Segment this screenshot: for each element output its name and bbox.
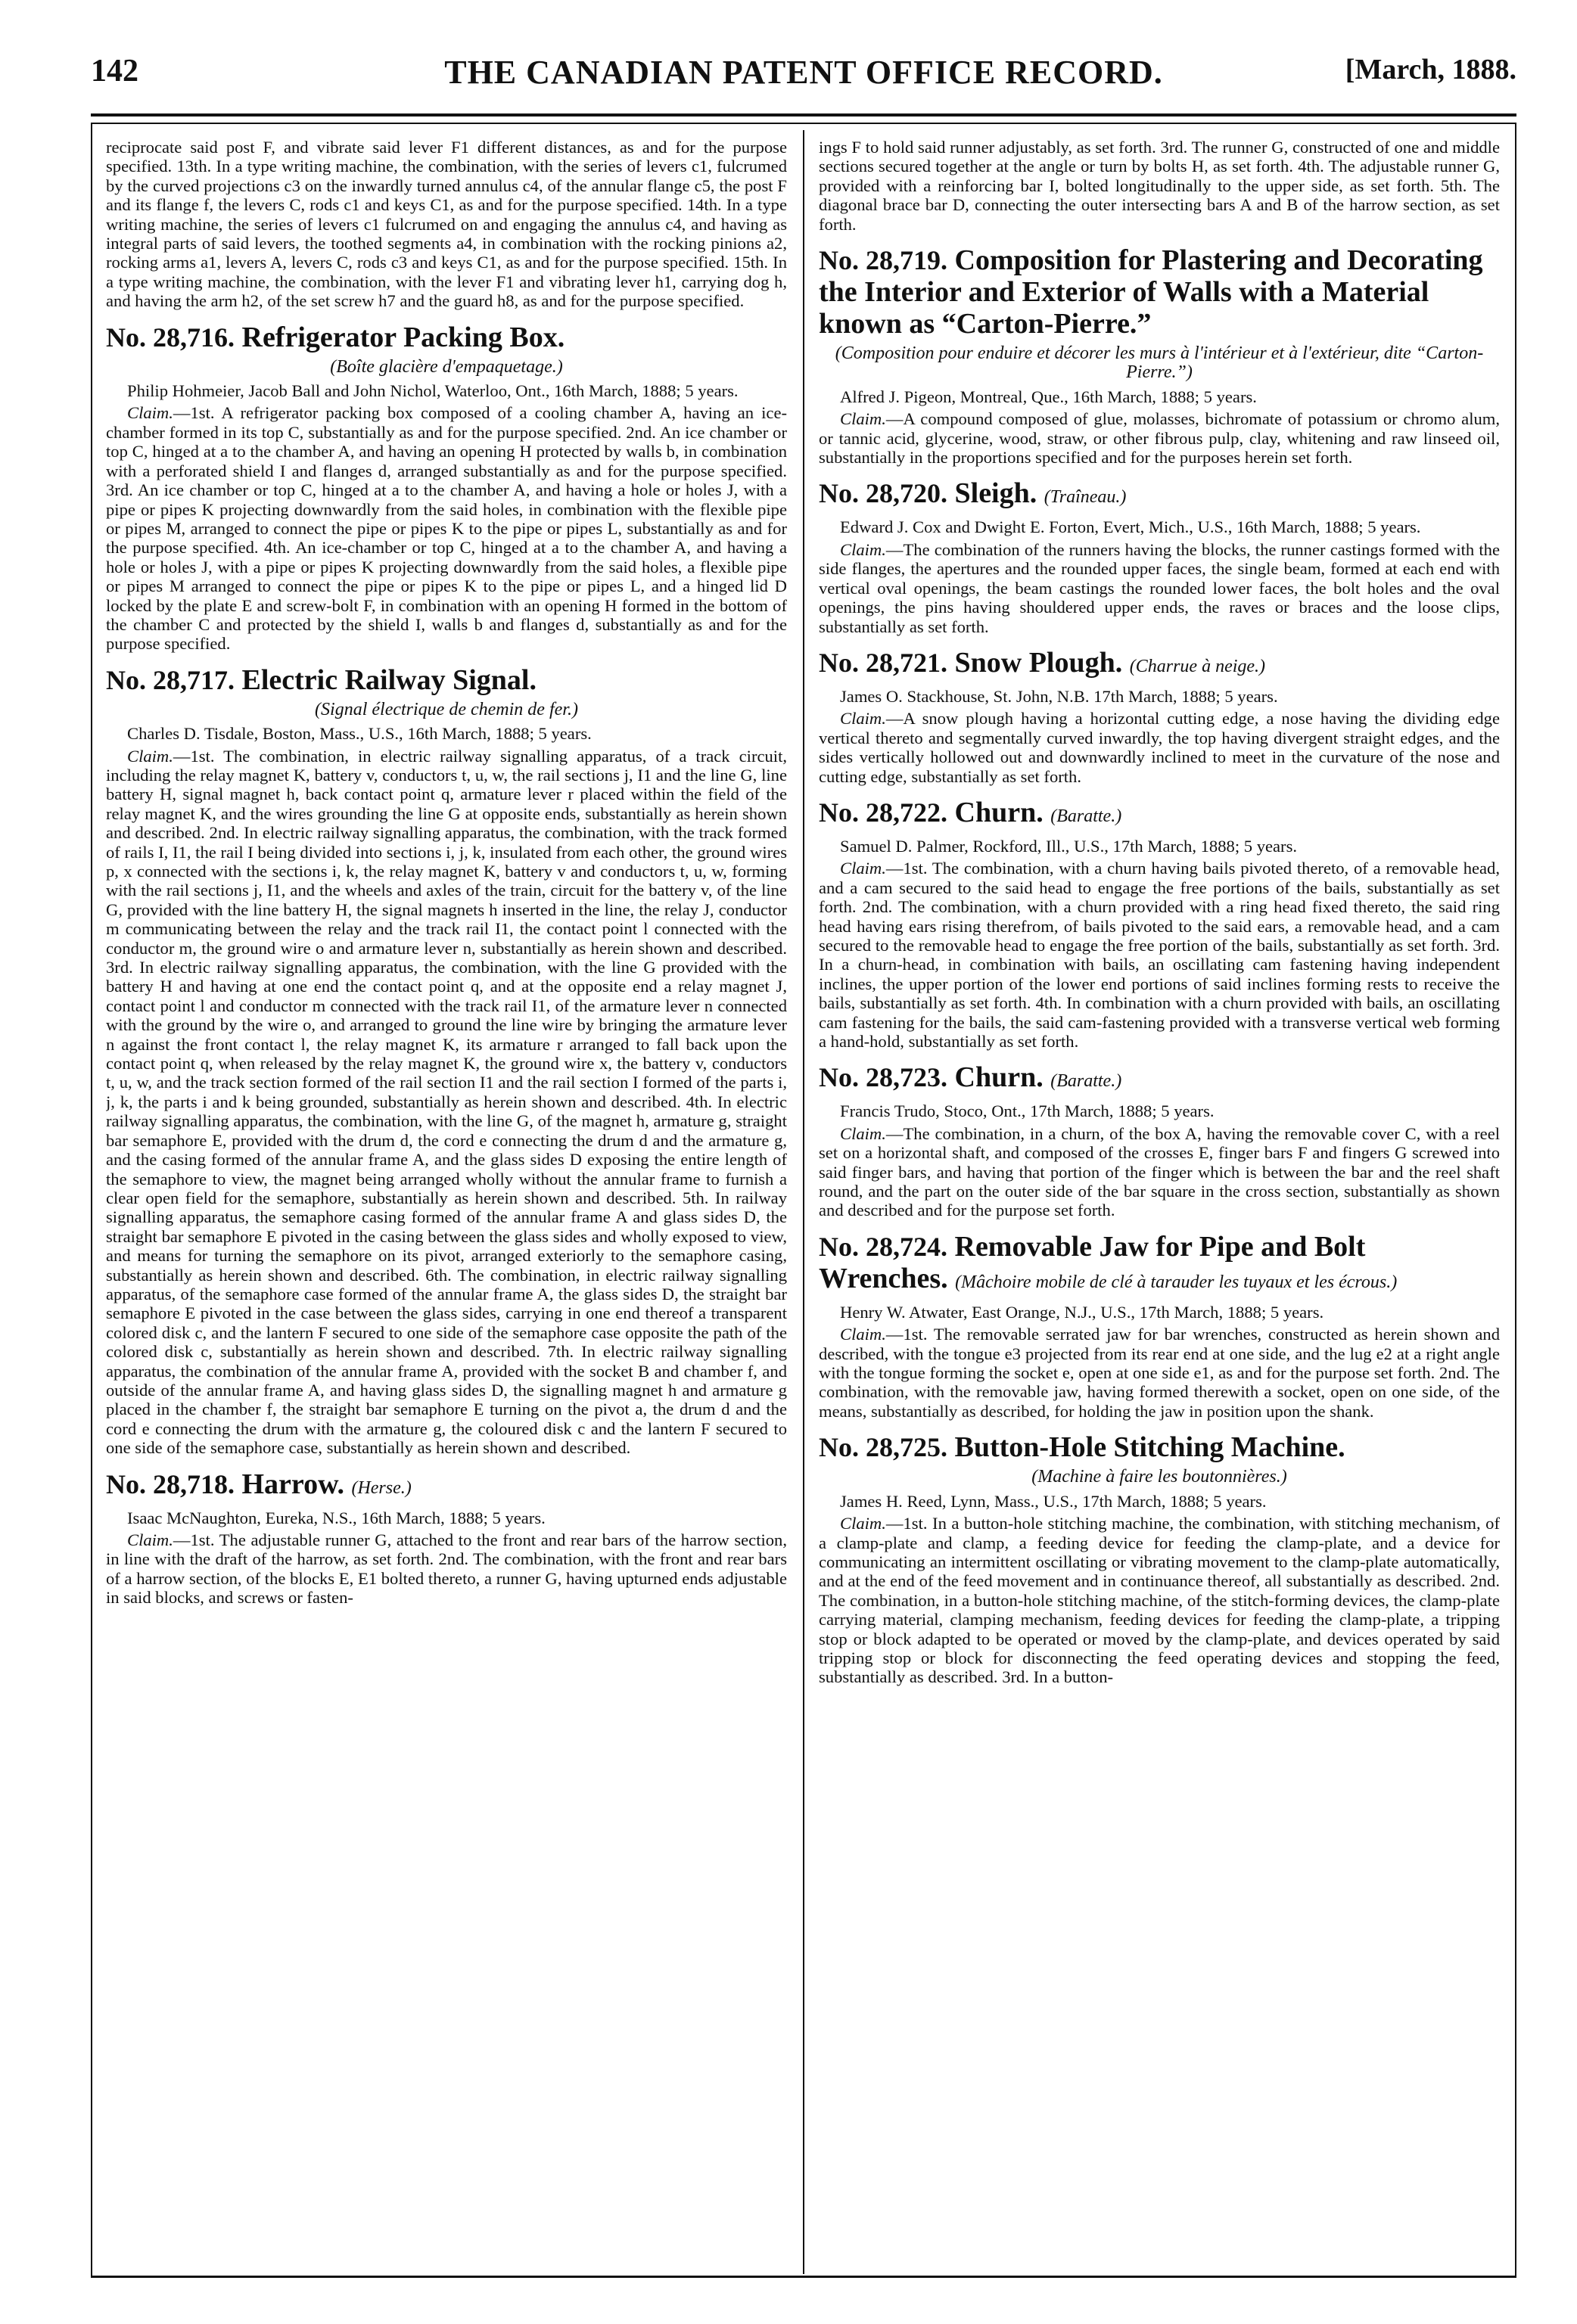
french-title: (Traîneau.) bbox=[1044, 487, 1127, 508]
patent-heading bbox=[819, 1431, 1500, 1463]
claim-label: Claim. bbox=[840, 709, 886, 729]
french-title: (Boîte glacière d'empaquetage.) bbox=[330, 356, 563, 377]
patent-title: Snow Plough. bbox=[954, 646, 1123, 679]
claim-label: Claim. bbox=[127, 746, 173, 766]
patent-heading bbox=[819, 477, 1500, 513]
inventor-line: Samuel D. Palmer, Rockford, Ill., U.S., 17th March, 1888; 5 years. bbox=[840, 836, 1298, 856]
continued-claim-text: ings F to hold said runner adjustably, as set forth. 3rd. The runner G, constructed of one and middle sections secured together at the angle or turn by bolts H, as set forth. 4th. The adjustable runner G, provided with a reinforcing bar I, bolted longitudinally to the upper side, as set forth. 5th. The diagonal brace bar D, connecting the outer intersecting bars A and B of the harrow section, as set forth. bbox=[819, 138, 1500, 234]
patent-entry-28720 bbox=[819, 477, 1500, 635]
issue-date: [March, 1888. bbox=[1345, 54, 1516, 85]
claim-text: —1st. The adjustable runner G, attached to the front and rear bars of the harrow section, in line with the draft of the harrow, as set forth. 2nd. The combination, with the front and rear bars of a harrow section, of the blocks E, E1 bolted thereto, a runner G, having upturned ends adjustable in said blocks, and screws or fasten- bbox=[106, 1530, 787, 1608]
patent-number: No. 28,722. bbox=[819, 797, 947, 828]
claim-paragraph bbox=[819, 1514, 1500, 1687]
patent-heading bbox=[106, 1468, 787, 1504]
french-title: (Herse.) bbox=[351, 1477, 412, 1498]
patent-number: No. 28,721. bbox=[819, 647, 947, 678]
patent-title: Harrow. bbox=[241, 1468, 344, 1500]
patent-entry-28721 bbox=[819, 647, 1500, 786]
patent-heading bbox=[819, 797, 1500, 832]
patent-heading bbox=[106, 664, 787, 696]
patent-title: Sleigh. bbox=[954, 477, 1037, 510]
claim-paragraph bbox=[106, 1530, 787, 1608]
claim-text: —1st. In a button-hole stitching machine, the combination, with stitching mechanism, of a clamp-plate and clamp, a feeding device for feeding the clamp-plate, and a device for communicating an intermittent oscillating or vibrating movement to the clamp-plate automatically, and at the end of the feed movement and in continuance thereof, all substantially as described. 2nd. The combination, in a button-hole stitching machine, of the stitch-forming devices, the clamp-plate carrying material, clamping mechanism, feeding devices for feeding the clamp-plate, a tripping stop or block adapted to be operated or moved by the clamp-plate, and devices operated by said tripping stop or block for disconnecting the feed operating devices and stopping the feed, substantially as described. 3rd. In a button- bbox=[819, 1514, 1500, 1687]
patent-number: No. 28,718. bbox=[106, 1468, 235, 1499]
patent-number: No. 28,719. bbox=[819, 245, 947, 276]
footer-rule bbox=[91, 2276, 1516, 2278]
patent-heading bbox=[106, 322, 787, 353]
claim-label: Claim. bbox=[840, 1123, 886, 1143]
inventor-line: Alfred J. Pigeon, Montreal, Que., 16th March, 1888; 5 years. bbox=[840, 387, 1257, 406]
claim-label: Claim. bbox=[840, 1325, 886, 1344]
patent-title: Removable Jaw for Pipe and Bolt Wrenches. bbox=[819, 1230, 1366, 1294]
claim-text: —A snow plough having a horizontal cutting edge, a nose having the dividing edge vertical thereto and segmentally curved inwardly, the top having divergent straight edges, and the sides vertically hollowed out and downwardly inclined to meet in the curvature of the nose and cutting edge, substantially as set forth. bbox=[819, 709, 1500, 786]
patent-title: Refrigerator Packing Box. bbox=[241, 321, 565, 353]
claim-text: —1st. The combination, with a churn having bails pivoted thereto, of a removable head, and a cam secured to the said head to engage the free portions of the bails, substantially as set forth. 2nd. The combination, with a churn provided with a ring head fixed thereto, the said ring head having ears rising therefrom, of bails pivoted to the said ears, a removable head, and a cam secured to the removable head to engage the free portion of the bails, substantially as set forth. 3rd. In a churn-head, in combination with bails, an oscillating cam fastening having independent inclines, the upper portion of the lower end portions of said inclines forming rests to receive the bails, substantially as set forth. 4th. In combination with a churn provided with bails, an oscillating cam fastening for the bails, the said cam-fastening provided with a transverse vertical web forming a hand-hold, substantially as set forth. bbox=[819, 859, 1500, 1051]
patent-number: No. 28,720. bbox=[819, 478, 947, 509]
claim-paragraph bbox=[819, 1124, 1500, 1220]
claim-paragraph bbox=[819, 1325, 1500, 1421]
patent-heading bbox=[819, 244, 1500, 340]
claim-label: Claim. bbox=[127, 1530, 173, 1549]
french-title: (Baratte.) bbox=[1050, 806, 1122, 826]
header-rule-thin bbox=[91, 123, 1516, 124]
inventor-line: James H. Reed, Lynn, Mass., U.S., 17th March, 1888; 5 years. bbox=[840, 1491, 1267, 1511]
claim-text: —The combination of the runners having the blocks, the runner castings formed with the side flanges, the apertures and the rounded upper faces, the single beam, formed at each end with vertical oval openings, the beam castings the rounded lower faces, the bolt holes and the oval openings, the pins having shouldered upper ends, the raves or braces and the loose clips, substantially as set forth. bbox=[819, 539, 1500, 636]
patent-number: No. 28,724. bbox=[819, 1231, 947, 1262]
claim-label: Claim. bbox=[840, 1514, 886, 1533]
patent-heading bbox=[819, 1231, 1500, 1298]
patent-entry-28717 bbox=[106, 664, 787, 1458]
claim-label: Claim. bbox=[840, 539, 886, 559]
patent-title: Churn. bbox=[954, 796, 1044, 828]
patent-number: No. 28,723. bbox=[819, 1062, 947, 1093]
patent-entry-28724 bbox=[819, 1231, 1500, 1421]
patent-entry-28719 bbox=[819, 244, 1500, 467]
inventor-line: Henry W. Atwater, East Orange, N.J., U.S., 17th March, 1888; 5 years. bbox=[840, 1302, 1324, 1322]
patent-title: Churn. bbox=[954, 1061, 1044, 1094]
french-title: (Composition pour enduire et décorer les murs à l'intérieur et à l'extérieur, dite “Carton-Pierre.”) bbox=[835, 343, 1484, 383]
claim-paragraph bbox=[819, 709, 1500, 786]
patent-number: No. 28,716. bbox=[106, 322, 235, 353]
french-title: (Signal électrique de chemin de fer.) bbox=[315, 699, 578, 719]
inventor-line: Edward J. Cox and Dwight E. Forton, Evert, Mich., U.S., 16th March, 1888; 5 years. bbox=[840, 517, 1421, 537]
inventor-line: Francis Trudo, Stoco, Ont., 17th March, 1888; 5 years. bbox=[840, 1101, 1215, 1121]
journal-title: THE CANADIAN PATENT OFFICE RECORD. bbox=[444, 54, 1163, 91]
patent-entry-28725 bbox=[819, 1431, 1500, 1686]
inventor-line: Isaac McNaughton, Eureka, N.S., 16th March, 1888; 5 years. bbox=[127, 1508, 546, 1527]
continued-claim-text: reciprocate said post F, and vibrate said lever F1 different distances, as and for the purpose specified. 13th. In a type writing machine, the combination, with the series of levers c1, fulcrumed by the curved projections c3 on the inwardly turned annulus c4, of the annular flange c5, the post F and its flange f, the levers C, rods c1 and keys C1, as and for the purpose specified. 14th. In a type writing machine, the series of levers c1 fulcrumed on and engaging the annulus c4, and having as integral parts of said levers, the toothed segments a4, in combination with the rocking pinions a2, rocking arms a1, levers A, levers C, rods c3 and keys C1, as and for the purpose specified. 15th. In a type writing machine, the combination, with the lever F1 and vibrating lever h1, carrying dog h, and having the arm h2, of the set screw h7 and the guard h8, as and for the purpose specified. bbox=[106, 138, 787, 311]
page-header bbox=[91, 53, 1516, 98]
claim-text: —The combination, in a churn, of the box A, having the removable cover C, with a reel set on a horizontal shaft, and composed of the crosses E, finger bars F and fingers G screwed into said finger bars, and having that portion of the finger which is between the bar and the reel shaft round, and the part on the outer side of the bar square in the cross section, substantially as shown and described and for the purpose set forth. bbox=[819, 1123, 1500, 1220]
claim-paragraph bbox=[106, 403, 787, 653]
left-column bbox=[106, 138, 787, 2267]
claim-paragraph bbox=[819, 859, 1500, 1051]
patent-entry-28723 bbox=[819, 1061, 1500, 1219]
claim-label: Claim. bbox=[840, 859, 886, 878]
page-number: 142 bbox=[91, 54, 138, 89]
inventor-line: Charles D. Tisdale, Boston, Mass., U.S., 16th March, 1888; 5 years. bbox=[127, 724, 592, 744]
french-title: (Charrue à neige.) bbox=[1129, 656, 1266, 676]
claim-text: —1st. The combination, in electric railway signalling apparatus, of a track circuit, including the relay magnet K, battery v, conductors t, u, w, the rail sections j, I1 and the line G, line battery H, signal magnet h, back contact point q, armature lever r placed within the field of the relay magnet K, and the wires grounding the line G at opposite ends, substantially as herein shown and described. 2nd. In electric railway signalling apparatus, the combination, with the track formed of rails I, I1, the rail I being divided into sections i, j, k, insulated from each other, the ground wires p, x connected with the sections i, k, the relay magnet K, battery v and conductors t, u, w, forming with the rail sections j, I1, and the wheels and axles of the train, circuit for the battery v, of the line G, provided with the line battery H, the signal magnets h inserted in the line, the relay J, conductor m communicating between the relay and the track rail I1, the contact point l connected with the conductor m, the ground wire o and armature lever n, substantially as herein shown and described. 3rd. In electric railway signalling apparatus, the combination, with the line G provided with the battery H and having at one end the contact point q, and at the opposite end a relay magnet J, contact point l and conductor m connected with the track rail I1, of the armature lever n connected with the ground by the wire o, and arranged to ground the line wire by bringing the armature lever n against the front contact l, the relay magnet K, its armature r arranged to fall back upon the contact point q, when released by the relay magnet K, the ground wire x, the battery v, conductors t, u, w, and the track section formed of the rail section I1 and the rail section I formed of the parts i, j, k, the parts i and k being grounded, substantially as herein shown and described. 4th. In electric railway signalling apparatus, the combination, with the line G, of the magnet h, armature g, straight bar semaphore E, provided with the drum d, the cord e connecting the drum d and the armature g, and the casing formed of the annular frame A, and the glass sides D exposing the entire length of the semaphore to view, the magnet being arranged wholly without the annular frame to furnish a clear open field for the semaphore, substantially as herein shown and described. 5th. In railway signalling apparatus, the semaphore casing formed of the annular frame A and glass sides D, the straight bar semaphore E pivoted in the casing between the glass sides and wholly exposed to view, and means for turning the semaphore on its pivot, arranged exteriorly to the semaphore casing, substantially as herein shown and described. 6th. The combination, in electric railway signalling apparatus, of the semaphore case formed of the annular frame A, the glass sides D, the straight bar semaphore E pivoted in the case between the glass sides, carrying in one end thereof a transparent colored disk c, and the lantern F secured to one side of the semaphore case opposite the path of the colored disk c, substantially as herein shown and described. 7th. In electric railway signalling apparatus, the combination of the annular frame A, provided with the socket B and chamber f, and outside of the annular frame A, and having glass sides D, the signalling magnet h and armature g placed in the chamber f, the straight bar semaphore E turning on the pivot a, the drum d and the cord e connecting the drum with the armature g, the coloured disk c and the lantern F secured to one side of the semaphore case, substantially as herein shown and described. bbox=[106, 746, 787, 1458]
patent-entry-28716 bbox=[106, 322, 787, 654]
column-divider bbox=[803, 130, 804, 2274]
claim-label: Claim. bbox=[840, 409, 886, 429]
claim-paragraph bbox=[819, 409, 1500, 467]
claim-text: —A compound composed of glue, molasses, bichromate of potassium or chromo alum, or tannic acid, glycerine, wood, straw, or other fibrous pulp, clay, whitening and raw linseed oil, substantially in the proportions specified and for the purposes herein set forth. bbox=[819, 409, 1500, 468]
inventor-line: James O. Stackhouse, St. John, N.B. 17th March, 1888; 5 years. bbox=[840, 686, 1278, 706]
claim-paragraph bbox=[106, 747, 787, 1458]
right-column bbox=[819, 138, 1500, 2267]
frame-right-rule bbox=[1515, 123, 1516, 2276]
claim-text: —1st. A refrigerator packing box composed of a cooling chamber A, having an ice-chamber formed in its top C, substantially as and for the purpose specified. 2nd. An ice chamber or top C, hinged at a to the chamber A, and having an opening H protected by walls b, in combination with a perforated shield I and flanges d, arranged substantially as and for the purpose specified. 3rd. An ice chamber or top C, hinged at a to the chamber A, and having a hole or holes J, with a pipe or pipes K projecting downwardly from the said holes, in combination with the flexible pipe or pipes M, arranged to connect the pipe or pipes K to the pipe or pipes L, substantially as and for the purpose specified. 4th. An ice-chamber or top C, hinged at a to the chamber A, and having a hole or holes J, with a pipe or pipes K projecting downwardly from the said holes, a flexible pipe or pipes M arranged to connect the pipe or pipes K to the pipe or pipes L, and a hinged lid D locked by the plate E and screw-bolt F, in combination with an opening H formed in the bottom of the chamber C and protected by the shield I, walls b and flanges d, substantially as and for the purpose specified. bbox=[106, 403, 787, 654]
french-title: (Machine à faire les boutonnières.) bbox=[1031, 1467, 1287, 1487]
french-title: (Baratte.) bbox=[1050, 1071, 1122, 1092]
patent-heading bbox=[819, 647, 1500, 682]
claim-text: —1st. The removable serrated jaw for bar wrenches, constructed as herein shown and described, with the tongue e3 projected from its rear end at one side, and the lug e2 at a right angle with the tongue forming the socket e, open at one side e1, as and for the purpose set forth. 2nd. The combination, with the removable jaw, having formed therewith a socket, open on one side, of the means, substantially as described, for holding the jaw in position upon the shank. bbox=[819, 1325, 1500, 1421]
frame-left-rule bbox=[91, 123, 92, 2276]
patent-number: No. 28,717. bbox=[106, 664, 235, 695]
french-title: (Mâchoire mobile de clé à tarauder les tuyaux et les écrous.) bbox=[955, 1272, 1398, 1292]
patent-entry-28718 bbox=[106, 1468, 787, 1608]
claim-paragraph bbox=[819, 540, 1500, 636]
inventor-line: Philip Hohmeier, Jacob Ball and John Nichol, Waterloo, Ont., 16th March, 1888; 5 years. bbox=[127, 381, 739, 401]
patent-title: Electric Railway Signal. bbox=[241, 663, 537, 696]
header-rule bbox=[91, 113, 1516, 117]
patent-title: Composition for Plastering and Decorating the Interior and Exterior of Walls with a Material known as “Carton-Pierre.” bbox=[819, 244, 1483, 340]
patent-title: Button-Hole Stitching Machine. bbox=[954, 1431, 1345, 1464]
claim-label: Claim. bbox=[127, 403, 173, 423]
patent-heading bbox=[819, 1061, 1500, 1097]
patent-entry-28722 bbox=[819, 797, 1500, 1051]
patent-number: No. 28,725. bbox=[819, 1432, 947, 1463]
